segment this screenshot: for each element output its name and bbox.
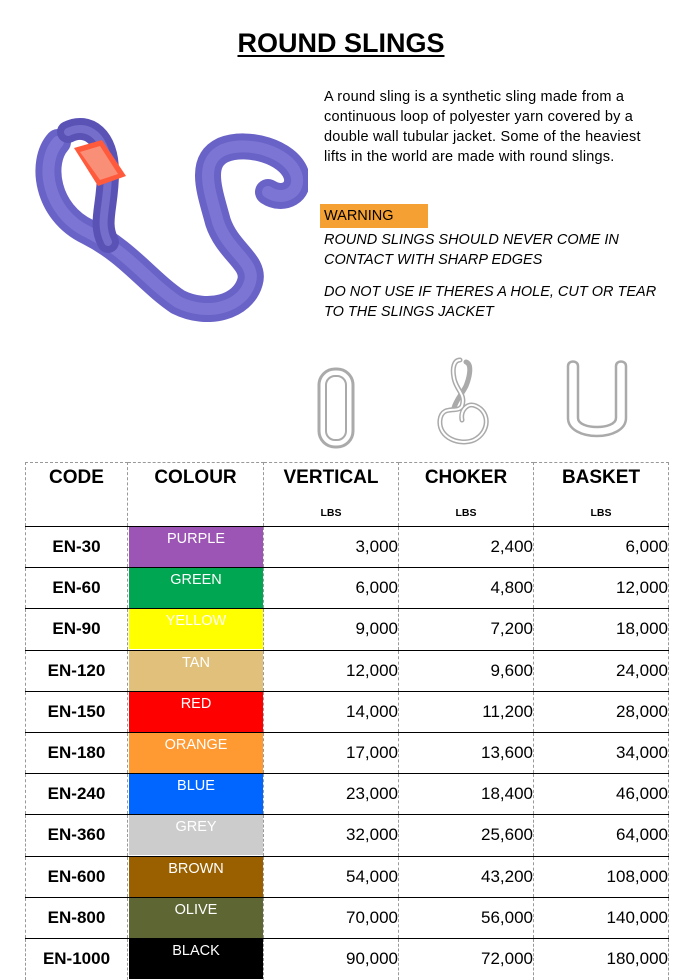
table-row	[26, 527, 669, 568]
code-cell: EN-30	[26, 527, 128, 568]
colour-swatch: RED	[129, 692, 263, 732]
choker-capacity-cell: 7,200	[399, 609, 534, 650]
basket-capacity-cell: 34,000	[534, 732, 669, 773]
choker-capacity-cell: 13,600	[399, 732, 534, 773]
table-row	[26, 732, 669, 773]
colour-cell	[128, 774, 264, 815]
choker-capacity-cell: 72,000	[399, 938, 534, 979]
table-header-row	[26, 463, 669, 527]
basket-capacity-cell: 28,000	[534, 691, 669, 732]
warning-badge: WARNING	[320, 204, 428, 228]
colour-swatch: BROWN	[129, 857, 263, 897]
basket-capacity-cell: 108,000	[534, 856, 669, 897]
code-cell: EN-150	[26, 691, 128, 732]
basket-hitch-icon	[562, 356, 632, 452]
code-cell: EN-360	[26, 815, 128, 856]
vertical-capacity-cell: 17,000	[264, 732, 399, 773]
basket-capacity-cell: 24,000	[534, 650, 669, 691]
warning-text-damage: DO NOT USE IF THERES A HOLE, CUT OR TEAR TO THE SLINGS JACKET	[324, 284, 657, 320]
warning-text-sharp-edges: ROUND SLINGS SHOULD NEVER COME IN CONTACT WITH SHARP EDGES	[324, 232, 619, 268]
code-cell: EN-240	[26, 774, 128, 815]
colour-swatch: OLIVE	[129, 898, 263, 938]
basket-capacity-cell: 140,000	[534, 897, 669, 938]
colour-cell	[128, 650, 264, 691]
vertical-capacity-cell: 9,000	[264, 609, 399, 650]
basket-capacity-cell: 6,000	[534, 527, 669, 568]
basket-capacity-cell: 46,000	[534, 774, 669, 815]
colour-cell	[128, 732, 264, 773]
vertical-capacity-cell: 3,000	[264, 527, 399, 568]
table-row	[26, 568, 669, 609]
vertical-capacity-cell: 90,000	[264, 938, 399, 979]
table-row	[26, 691, 669, 732]
choker-capacity-cell: 18,400	[399, 774, 534, 815]
colour-swatch: ORANGE	[129, 733, 263, 773]
colour-cell	[128, 815, 264, 856]
vertical-capacity-cell: 70,000	[264, 897, 399, 938]
colour-cell	[128, 897, 264, 938]
code-cell: EN-600	[26, 856, 128, 897]
choker-capacity-cell: 11,200	[399, 691, 534, 732]
choker-capacity-cell: 56,000	[399, 897, 534, 938]
header-basket: BASKET LBS	[534, 463, 669, 527]
colour-cell	[128, 938, 264, 979]
vertical-capacity-cell: 14,000	[264, 691, 399, 732]
table-row	[26, 815, 669, 856]
colour-swatch: GREY	[129, 815, 263, 855]
table-row	[26, 609, 669, 650]
table-row	[26, 774, 669, 815]
page-title: ROUND SLINGS	[237, 28, 445, 58]
vertical-capacity-cell: 54,000	[264, 856, 399, 897]
choker-capacity-cell: 4,800	[399, 568, 534, 609]
colour-cell	[128, 691, 264, 732]
choker-hitch-icon	[432, 354, 494, 450]
code-cell: EN-1000	[26, 938, 128, 979]
table-row	[26, 650, 669, 691]
description-text: A round sling is a synthetic sling made from a continuous loop of polyester yarn covered by a double wall tubular jacket. Some of the heaviest lifts in the world are made with round slings.	[324, 89, 641, 165]
load-capacity-table	[25, 462, 669, 980]
vertical-capacity-cell: 12,000	[264, 650, 399, 691]
choker-capacity-cell: 25,600	[399, 815, 534, 856]
colour-swatch: BLUE	[129, 774, 263, 814]
basket-capacity-cell: 18,000	[534, 609, 669, 650]
code-cell: EN-90	[26, 609, 128, 650]
code-cell: EN-180	[26, 732, 128, 773]
colour-swatch: PURPLE	[129, 527, 263, 567]
vertical-capacity-cell: 23,000	[264, 774, 399, 815]
basket-capacity-cell: 180,000	[534, 938, 669, 979]
colour-swatch: BLACK	[129, 939, 263, 979]
basket-capacity-cell: 64,000	[534, 815, 669, 856]
vertical-hitch-icon	[316, 366, 356, 450]
code-cell: EN-60	[26, 568, 128, 609]
colour-cell	[128, 609, 264, 650]
choker-capacity-cell: 9,600	[399, 650, 534, 691]
colour-swatch: TAN	[129, 651, 263, 691]
basket-capacity-cell: 12,000	[534, 568, 669, 609]
header-vertical: VERTICAL LBS	[264, 463, 399, 527]
colour-cell	[128, 568, 264, 609]
table-row	[26, 897, 669, 938]
header-code: CODE	[26, 463, 128, 527]
choker-capacity-cell: 2,400	[399, 527, 534, 568]
colour-swatch: GREEN	[129, 568, 263, 608]
table-row	[26, 856, 669, 897]
vertical-capacity-cell: 32,000	[264, 815, 399, 856]
colour-cell	[128, 856, 264, 897]
round-sling-photo	[28, 112, 308, 322]
code-cell: EN-800	[26, 897, 128, 938]
table-row	[26, 938, 669, 979]
code-cell: EN-120	[26, 650, 128, 691]
choker-capacity-cell: 43,200	[399, 856, 534, 897]
colour-swatch: YELLOW	[129, 609, 263, 649]
header-colour: COLOUR	[128, 463, 264, 527]
header-choker: CHOKER LBS	[399, 463, 534, 527]
colour-cell	[128, 527, 264, 568]
vertical-capacity-cell: 6,000	[264, 568, 399, 609]
